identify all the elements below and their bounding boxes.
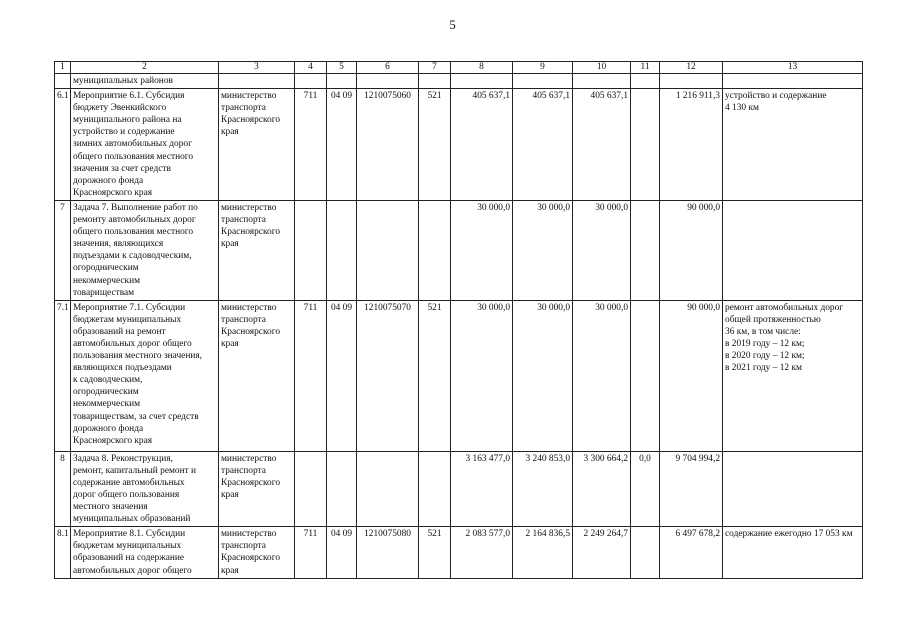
table-cell-col6: 1210075060 (357, 89, 419, 201)
column-header: 6 (357, 62, 419, 74)
column-header: 9 (513, 62, 573, 74)
table-row (55, 200, 863, 300)
table-cell-col4: 711 (295, 527, 327, 579)
table-cell-col12 (660, 74, 723, 89)
table-cell-col10: 30 000,0 (573, 300, 631, 451)
table-cell-col6 (357, 200, 419, 300)
table-header-row (55, 62, 863, 74)
table-cell-col10: 3 300 664,2 (573, 451, 631, 527)
table-cell-col10: 30 000,0 (573, 200, 631, 300)
table-cell-col4: 711 (295, 300, 327, 451)
table-cell-col11 (631, 89, 660, 201)
column-header: 13 (723, 62, 863, 74)
table-row (55, 89, 863, 201)
table-cell-col11 (631, 300, 660, 451)
table-cell-col8: 30 000,0 (451, 300, 513, 451)
table-cell-col13 (723, 74, 863, 89)
table-cell-col1: 6.1 (55, 89, 71, 201)
table-cell-col9: 30 000,0 (513, 300, 573, 451)
table-cell-col5 (327, 200, 357, 300)
column-header: 10 (573, 62, 631, 74)
column-header: 1 (55, 62, 71, 74)
table-cell-col2: Мероприятие 8.1. Субсидии бюджетам муниципальных образований на содержание автомобильных дорог общего (71, 527, 219, 579)
table-cell-col13 (723, 451, 863, 527)
table-cell-col7: 521 (419, 89, 451, 201)
table-cell-col7 (419, 200, 451, 300)
table-cell-col10: 2 249 264,7 (573, 527, 631, 579)
column-header: 3 (219, 62, 295, 74)
table-cell-col8: 30 000,0 (451, 200, 513, 300)
table-cell-col5: 04 09 (327, 89, 357, 201)
table-cell-col11 (631, 74, 660, 89)
table-cell-col6: 1210075080 (357, 527, 419, 579)
table-row (55, 74, 863, 89)
table-cell-col13: ремонт автомобильных дорог общей протяженностью 36 км, в том числе: в 2019 году – 12 км; в 2020 году – 12 км; в 2021 году – 12 км (723, 300, 863, 451)
column-header: 2 (71, 62, 219, 74)
table-row (55, 300, 863, 451)
table-cell-col3: министерство транспорта Красноярского края (219, 527, 295, 579)
table-cell-col3: министерство транспорта Красноярского края (219, 300, 295, 451)
table-cell-col11 (631, 200, 660, 300)
table-cell-col13: устройство и содержание 4 130 км (723, 89, 863, 201)
table-row (55, 451, 863, 527)
table-cell-col1 (55, 74, 71, 89)
table-cell-col2: Мероприятие 7.1. Субсидии бюджетам муниципальных образований на ремонт автомобильных дорог общего пользования местного значения, являющихся подъездами к садоводческим, огородническим некоммерческим товариществам, за счет средств дорожного фонда Красноярского края (71, 300, 219, 451)
column-header: 4 (295, 62, 327, 74)
table-cell-col12: 90 000,0 (660, 300, 723, 451)
table-cell-col8: 3 163 477,0 (451, 451, 513, 527)
column-header: 11 (631, 62, 660, 74)
table-cell-col7 (419, 74, 451, 89)
column-header: 12 (660, 62, 723, 74)
table-cell-col12: 1 216 911,3 (660, 89, 723, 201)
table-cell-col12: 6 497 678,2 (660, 527, 723, 579)
table-cell-col11: 0,0 (631, 451, 660, 527)
column-header: 7 (419, 62, 451, 74)
table-row (55, 527, 863, 579)
table-cell-col8: 405 637,1 (451, 89, 513, 201)
table-cell-col6: 1210075070 (357, 300, 419, 451)
page-number: 5 (449, 17, 456, 32)
table-cell-col3 (219, 74, 295, 89)
table-cell-col5 (327, 451, 357, 527)
table-cell-col9: 2 164 836,5 (513, 527, 573, 579)
table-cell-col12: 9 704 994,2 (660, 451, 723, 527)
table-cell-col10: 405 637,1 (573, 89, 631, 201)
table-cell-col7: 521 (419, 527, 451, 579)
table-cell-col9: 30 000,0 (513, 200, 573, 300)
table-cell-col1: 7 (55, 200, 71, 300)
table-cell-col9: 405 637,1 (513, 89, 573, 201)
table-cell-col2: Задача 7. Выполнение работ по ремонту автомобильных дорог общего пользования местного значения, являющихся подъездами к садоводческим, огородническим некоммерческим товариществам (71, 200, 219, 300)
column-header: 5 (327, 62, 357, 74)
table-cell-col3: министерство транспорта Красноярского края (219, 451, 295, 527)
table-cell-col5: 04 09 (327, 300, 357, 451)
table-cell-col2: муниципальных районов (71, 74, 219, 89)
table-cell-col13 (723, 200, 863, 300)
table-cell-col9 (513, 74, 573, 89)
table-cell-col6 (357, 451, 419, 527)
table-cell-col3: министерство транспорта Красноярского края (219, 200, 295, 300)
table-cell-col5 (327, 74, 357, 89)
table-cell-col4 (295, 451, 327, 527)
table-cell-col9: 3 240 853,0 (513, 451, 573, 527)
table-cell-col5: 04 09 (327, 527, 357, 579)
table-cell-col7: 521 (419, 300, 451, 451)
table-cell-col4 (295, 74, 327, 89)
table-cell-col1: 8.1 (55, 527, 71, 579)
table-cell-col11 (631, 527, 660, 579)
table-cell-col3: министерство транспорта Красноярского края (219, 89, 295, 201)
table-cell-col10 (573, 74, 631, 89)
table-cell-col8 (451, 74, 513, 89)
program-activities-table (54, 61, 863, 579)
table-cell-col7 (419, 451, 451, 527)
table-cell-col4: 711 (295, 89, 327, 201)
table-cell-col4 (295, 200, 327, 300)
table-cell-col12: 90 000,0 (660, 200, 723, 300)
table-cell-col6 (357, 74, 419, 89)
table-cell-col2: Мероприятие 6.1. Субсидия бюджету Эвенкийского муниципального района на устройство и содержание зимних автомобильных дорог общего пользования местного значения за счет средств дорожного фонда Красноярского края (71, 89, 219, 201)
table-cell-col13: содержание ежегодно 17 053 км (723, 527, 863, 579)
table-cell-col2: Задача 8. Реконструкция, ремонт, капитальный ремонт и содержание автомобильных дорог общего пользования местного значения муниципальных образований (71, 451, 219, 527)
table-cell-col1: 8 (55, 451, 71, 527)
column-header: 8 (451, 62, 513, 74)
table-cell-col8: 2 083 577,0 (451, 527, 513, 579)
table-cell-col1: 7.1 (55, 300, 71, 451)
